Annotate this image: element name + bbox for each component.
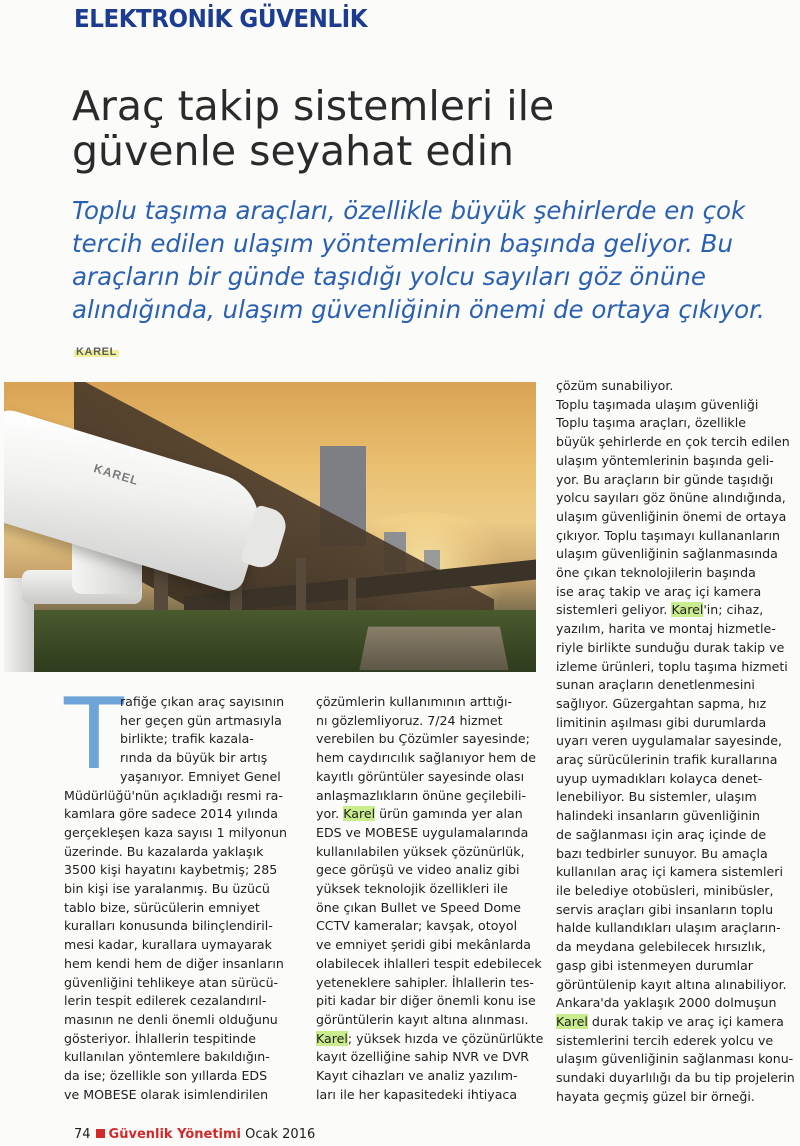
- text-run: yüksek teknolojik özellikleri ile: [316, 881, 509, 897]
- body-text-line: [316, 1067, 540, 1086]
- photo-road: [359, 627, 508, 670]
- text-run: uyup uymadıkları kolayca denet-: [556, 770, 763, 786]
- text-run: Müdürlüğü'nün açıkladığı resmi ra-: [64, 787, 283, 803]
- issue-date: Ocak 2016: [245, 1127, 316, 1142]
- body-text-line: [316, 880, 540, 899]
- body-text-line: [556, 714, 800, 733]
- body-text-line: [316, 899, 540, 918]
- text-run: masının ne denli önemli olduğunu: [64, 1011, 278, 1027]
- text-run: öne çıkan teknolojilerin başında: [556, 565, 756, 581]
- text-run: gösteriyor. İhlallerin tespitinde: [64, 1030, 257, 1046]
- text-run: ve emniyet şeridi gibi mekânlarda: [316, 937, 531, 953]
- body-text-line: [316, 992, 540, 1011]
- body-text-line: [556, 471, 800, 490]
- text-run: ulaşım yöntemlerinin başında geli-: [556, 452, 774, 468]
- text-run: mesi kadar, kurallara uymayarak: [64, 937, 272, 953]
- text-run: araç sürücülerinin trafik kurallarına: [556, 752, 778, 768]
- text-run: piti kadar bir diğer önemli konu ise: [316, 993, 536, 1009]
- text-run: halde kullandıkları ulaşım araçların-: [556, 920, 781, 936]
- text-run: 'in; cihaz,: [703, 602, 764, 618]
- text-run: da meydana gelebilecek hırsızlık,: [556, 939, 766, 955]
- body-text-line: [556, 882, 800, 901]
- text-run: sundaki duyarlılığı da bu tip projelerin: [556, 1070, 795, 1086]
- body-column-2: [316, 693, 544, 1104]
- body-text-line: [316, 974, 540, 993]
- body-text-line: [64, 843, 300, 862]
- company-tag: KAREL: [76, 346, 117, 358]
- body-text-line: [556, 901, 800, 920]
- text-run: sistemleri geliyor.: [556, 602, 672, 618]
- text-run: ; yüksek hızda ve çözünürlükte: [347, 1030, 544, 1046]
- body-text-line: [556, 957, 800, 976]
- body-text-line: [64, 899, 300, 918]
- body-text-line: [556, 489, 800, 508]
- text-run: hayata geçmiş güzel bir örneği.: [556, 1088, 755, 1104]
- body-text-line: [64, 992, 300, 1011]
- text-run: de sağlanması için araç içinde de: [556, 826, 767, 842]
- brand-highlight: Karel: [343, 806, 376, 822]
- text-run: öne çıkan Bullet ve Speed Dome: [316, 899, 522, 915]
- body-text-line: [316, 1086, 540, 1105]
- body-text-line: [316, 805, 540, 824]
- body-text-line: [556, 433, 800, 452]
- body-text-line: [316, 1048, 540, 1067]
- body-text-line: [556, 508, 800, 527]
- text-run: lenebiliyor. Bu sistemler, ulaşım: [556, 789, 757, 805]
- article-photo: [4, 382, 536, 672]
- body-text-line: [64, 1048, 300, 1067]
- text-run: kuralları konusunda bilinçlendiril-: [64, 918, 273, 934]
- body-text-line: [556, 1013, 800, 1032]
- body-text-line: [556, 938, 800, 957]
- camera-brand-label: KAREL: [92, 461, 141, 489]
- body-text-line: [64, 712, 300, 731]
- body-text-line: [316, 824, 540, 843]
- text-run: çıkıyor. Toplu taşımayı kullananların: [556, 527, 780, 543]
- text-run: riyle birlikte sunduğu durak takip ve: [556, 639, 785, 655]
- text-run: da ise; özellikle son yıllarda EDS: [64, 1068, 268, 1084]
- text-run: yor. Bu araçların bir günde taşıdığı: [556, 471, 774, 487]
- lead-line: alındığında, ulaşım güvenliğinin önemi de ortaya çıkıyor.: [72, 295, 765, 324]
- text-run: ile belediye otobüsleri, minibüsler,: [556, 882, 774, 898]
- body-text-line: [64, 787, 300, 806]
- text-run: yazılım, harita ve montaj hizmetle-: [556, 621, 776, 637]
- text-run: hem caydırıcılık sağlanıyor hem de: [316, 750, 537, 766]
- text-run: görüntülerin kayıt altına alınması.: [316, 1011, 529, 1027]
- body-text-line: [316, 768, 540, 787]
- text-run: lerin tespit edilerek cezalandırıl-: [64, 993, 267, 1009]
- body-text-line: [64, 768, 300, 787]
- text-run: üzerinde. Bu kazalarda yaklaşık: [64, 843, 264, 859]
- text-run: birlikte; trafik kazala-: [120, 731, 254, 747]
- body-text-line: [316, 936, 540, 955]
- text-run: gasp gibi istenmeyen durumlar: [556, 957, 753, 973]
- body-text-line: [316, 1030, 544, 1049]
- body-text-line: [64, 1067, 300, 1086]
- body-text-line: [316, 1011, 540, 1030]
- body-text-line: [64, 1030, 300, 1049]
- text-run: 3500 kişi hayatını kaybetmiş; 285: [64, 862, 278, 878]
- text-run: sağlıyor. Güzergahtan sapma, hız: [556, 695, 767, 711]
- body-column-1: [64, 693, 300, 1104]
- text-run: çözümlerin kullanımının arttığı-: [316, 694, 513, 709]
- body-text-line: [556, 788, 800, 807]
- text-run: ulaşım güvenliğinin sağlanmasında: [556, 546, 778, 562]
- text-run: ları ile her kapasitedeki ihtiyaca: [316, 1086, 518, 1102]
- text-run: yolcu sayıları göz önüne alındığında,: [556, 490, 786, 506]
- body-text-line: [556, 1050, 800, 1069]
- body-text-line: [556, 994, 800, 1013]
- body-text-line: [316, 749, 540, 768]
- text-run: ulaşım güvenliğinin önemi de ortaya: [556, 508, 787, 524]
- body-text-line: [556, 732, 800, 751]
- body-text-line: [64, 974, 300, 993]
- brand-highlight: Karel: [671, 602, 704, 618]
- body-text-line: [556, 639, 800, 658]
- text-run: gerçekleşen kaza sayısı 1 milyonun: [64, 824, 287, 840]
- text-run: her geçen gün artmasıyla: [120, 712, 282, 728]
- body-text-line: [64, 1086, 300, 1105]
- body-text-line: [556, 1088, 800, 1107]
- body-text-line: [316, 955, 540, 974]
- body-text-line: [556, 452, 800, 471]
- article-lead: [72, 194, 765, 326]
- text-run: tablo bize, sürücülerin emniyet: [64, 899, 260, 915]
- body-text-line: [556, 564, 800, 583]
- body-text-line: [556, 377, 800, 396]
- text-run: kullanılabilen yüksek çözünürlük,: [316, 843, 525, 859]
- body-text-line: [556, 620, 800, 639]
- text-run: Kayıt cihazları ve analiz yazılım-: [316, 1068, 518, 1084]
- text-run: ulaşım güvenliğinin sağlanması konu-: [556, 1051, 794, 1067]
- body-text-line: [556, 396, 800, 415]
- body-text-line: [316, 693, 540, 712]
- body-text-line: [316, 917, 540, 936]
- text-run: uyarı veren uygulamalar sayesinde,: [556, 733, 782, 749]
- body-text-line: [556, 919, 800, 938]
- body-text-line: [556, 976, 800, 995]
- text-run: görüntülenip kayıt altına alınabiliyor.: [556, 976, 787, 992]
- headline-line: güvenle seyahat edin: [72, 127, 514, 175]
- text-run: CCTV kameralar; kavşak, otoyol: [316, 918, 518, 934]
- body-text-line: [556, 770, 800, 789]
- text-run: ve MOBESE olarak isimlendirilen: [64, 1086, 269, 1102]
- body-text-line: [556, 1069, 800, 1088]
- lead-line: araçların bir günde taşıdığı yolcu sayıları göz önüne: [72, 262, 707, 291]
- text-run: büyük şehirlerde en çok tercih edilen: [556, 434, 790, 450]
- body-text-line: [64, 880, 300, 899]
- body-text-line: [64, 693, 300, 712]
- section-title: ELEKTRONİK GÜVENLİK: [74, 4, 368, 33]
- text-run: sistemlerini tercih ederek yolcu ve: [556, 1032, 774, 1048]
- body-text-line: [64, 805, 300, 824]
- text-run: izleme ürünleri, toplu taşıma hizmeti: [556, 658, 788, 674]
- body-text-line: [556, 676, 800, 695]
- text-run: gece görüşü ve video analiz gibi: [316, 862, 520, 878]
- page-footer: [74, 1127, 315, 1142]
- body-text-line: [316, 861, 540, 880]
- text-run: halindeki insanların güvenliğinin: [556, 808, 760, 824]
- brand-highlight: Karel: [556, 1013, 588, 1029]
- text-run: yeteneklere sahipler. İhlallerin tes-: [316, 974, 534, 990]
- text-run: ise araç takip ve araç içi kamera: [556, 583, 762, 599]
- body-text-line: [64, 936, 300, 955]
- text-run: rafiğe çıkan araç sayısının: [120, 694, 285, 709]
- text-run: hem kendi hem de diğer insanların: [64, 955, 284, 971]
- text-run: Ankara'da yaklaşık 2000 dolmuşun: [556, 995, 777, 1011]
- text-run: kayıtlı görüntüler sayesinde olası: [316, 768, 525, 784]
- body-text-line: [556, 414, 800, 433]
- text-run: sunan araçların denetlenmesini: [556, 677, 755, 693]
- body-text-line: [556, 1032, 800, 1051]
- text-run: nı gözlemliyoruz. 7/24 hizmet: [316, 712, 503, 728]
- brand-highlight: Karel: [316, 1030, 348, 1046]
- body-text-line: [556, 826, 800, 845]
- article-headline: [72, 84, 632, 174]
- text-run: Toplu taşımada ulaşım güvenliği: [556, 396, 759, 412]
- page-number: 74: [74, 1127, 91, 1142]
- text-run: servis araçları gibi insanların toplu: [556, 901, 774, 917]
- headline-line: Araç takip sistemleri ile: [72, 82, 555, 130]
- body-text-line: [316, 843, 540, 862]
- lead-line: tercih edilen ulaşım yöntemlerinin başında geliyor. Bu: [72, 229, 733, 258]
- body-text-line: [556, 583, 800, 602]
- text-run: EDS ve MOBESE uygulamalarında: [316, 824, 529, 840]
- body-text-line: [556, 845, 800, 864]
- text-run: kullanılan yöntemlere bakıldığın-: [64, 1049, 270, 1065]
- body-text-line: [64, 824, 300, 843]
- body-text-line: [64, 730, 300, 749]
- text-run: limitinin aşılması gibi durumlarda: [556, 714, 767, 730]
- body-text-line: [64, 749, 300, 768]
- body-text-line: [556, 545, 800, 564]
- text-run: bin kişi ise yaralanmış. Bu üzücü: [64, 881, 270, 897]
- body-column-3: [556, 377, 800, 1106]
- footer-square-icon: [96, 1129, 105, 1138]
- body-text-line: [316, 787, 540, 806]
- text-run: durak takip ve araç içi kamera: [587, 1013, 784, 1029]
- text-run: olabilecek ihlalleri tespit edebilecek: [316, 955, 542, 971]
- text-run: ürün gamında yer alan: [375, 806, 523, 822]
- text-run: kayıt özelliğine sahip NVR ve DVR: [316, 1049, 530, 1065]
- text-run: anlaşmazlıkların önüne geçilebili-: [316, 787, 527, 803]
- body-text-line: [556, 601, 800, 620]
- text-run: kamlara göre sadece 2014 yılında: [64, 806, 278, 822]
- magazine-name: Güvenlik Yönetimi: [108, 1127, 241, 1142]
- body-text-line: [556, 751, 800, 770]
- text-run: Toplu taşıma araçları, özellikle: [556, 415, 746, 431]
- body-text-line: [556, 527, 800, 546]
- body-text-line: [64, 955, 300, 974]
- text-run: yor.: [316, 806, 344, 822]
- body-text-line: [556, 863, 800, 882]
- text-run: verebilen bu Çözümler sayesinde;: [316, 731, 530, 747]
- body-text-line: [316, 730, 540, 749]
- text-run: yaşanıyor. Emniyet Genel: [120, 768, 281, 784]
- text-run: rında da büyük bir artış: [120, 750, 268, 766]
- text-run: kullanılan araç içi kamera sistemleri: [556, 864, 783, 880]
- body-text-line: [556, 695, 800, 714]
- body-text-line: [556, 807, 800, 826]
- body-text-line: [316, 712, 540, 731]
- drop-cap: T: [64, 678, 124, 792]
- text-run: bazı tedbirler sunuyor. Bu amaçla: [556, 845, 768, 861]
- body-text-line: [64, 861, 300, 880]
- body-text-line: [556, 658, 800, 677]
- lead-line: Toplu taşıma araçları, özellikle büyük şehirlerde en çok: [72, 196, 746, 225]
- text-run: çözüm sunabiliyor.: [556, 378, 674, 393]
- body-text-line: [64, 1011, 300, 1030]
- body-text-line: [64, 917, 300, 936]
- text-run: güvenliğini tehlikeye atan sürücü-: [64, 974, 279, 990]
